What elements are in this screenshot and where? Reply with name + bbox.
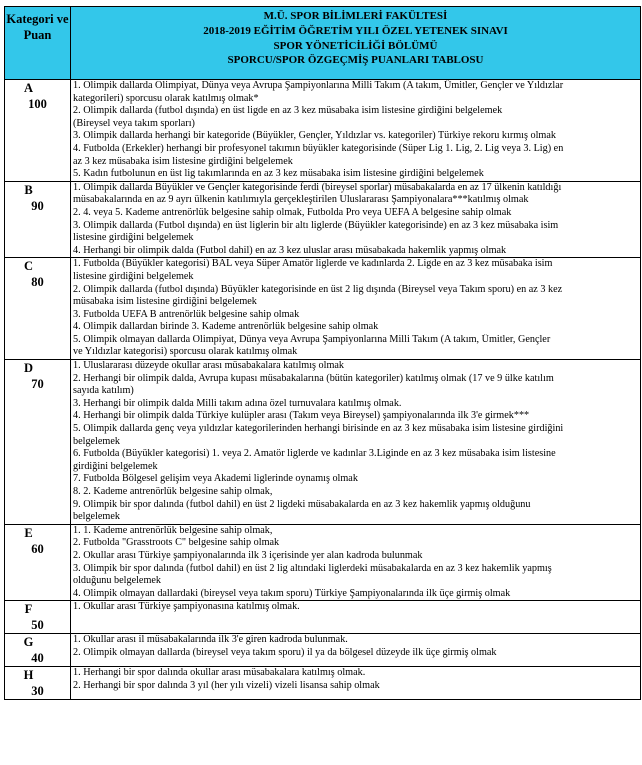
criteria-line: 2. 4. veya 5. Kademe antrenörlük belgesine sahip olmak, Futbolda Pro veya UEFA A belgesine sahip olmak xyxy=(73,206,512,218)
category-row-g xyxy=(5,634,641,667)
category-letter: H xyxy=(23,668,34,683)
criteria-list xyxy=(71,524,641,601)
criteria-line: 1. Okullar arası il müsabakalarında ilk 3'e giren kadroda bulunmak. xyxy=(73,634,348,646)
criteria-line: 8. 2. Kademe antrenörlük belgesine sahip olmak, xyxy=(73,486,273,497)
category-points: 30 xyxy=(31,684,44,699)
category-points: 50 xyxy=(31,618,44,633)
title-line: M.Ü. SPOR BİLİMLERİ FAKÜLTESİ xyxy=(263,10,448,22)
criteria-line: 4. Olimpik dallardan birinde 3. Kademe antrenörlük belgesine sahip olmak xyxy=(73,321,379,333)
criteria-line: 7. Futbolda Bölgesel gelişim veya Akademi liglerinde oynamış olmak xyxy=(73,473,358,485)
criteria-line: 5. Olimpik olmayan dallarda Olimpiyat, Dünya veya Avrupa Şampiyonlarına Milli Takım (A takım, Ümitler, Gençler xyxy=(73,333,551,345)
criteria-line: 1. Herhangi bir spor dalında okullar arası müsabakalara katılmış olmak. xyxy=(73,667,366,679)
criteria-line: 2. Olimpik olmayan dallarda (bireysel veya takım sporu) il ya da bölgesel düzeyde ilk üçe girmiş olmak xyxy=(73,646,497,658)
criteria-line: az 3 kez müsabaka isim listesine girdiğini belgelemek xyxy=(73,155,293,167)
category-letter: G xyxy=(23,635,34,650)
criteria-line: 6. Futbolda (Büyükler kategorisi) 1. veya 2. Amatör liglerde ve kadınlar 3.Liginde en az 3 kez müsabaka isim listesine xyxy=(73,448,556,460)
criteria-line: 2. Olimpik dallarda (futbol dışında) en üst ligde en az 3 kez müsabaka isim listesine girdiğini belgelemek xyxy=(73,105,503,117)
criteria-list xyxy=(71,80,641,182)
criteria-line: 1. Olimpik dallarda Büyükler ve Gençler kategorisinde ferdi (bireysel sporlar) müsabakalarda en az 17 ülkenin katıldığı xyxy=(73,181,562,193)
criteria-line: müsabakalarında en az 9 ayrı ülkenin katılımıyla gerçekleştirilen Uluslararası Şampiyonalara***katılmış olmak xyxy=(73,194,529,206)
category-points: 90 xyxy=(31,198,44,213)
criteria-line: 1. Futbolda (Büyükler kategorisi) BAL veya Süper Amatör liglerde ve kadınlarda 2. Ligde en az 3 kez müsabaka isim xyxy=(73,258,553,270)
category-row-e xyxy=(5,524,641,601)
category-cell xyxy=(5,667,71,700)
criteria-line: olduğunu belgelemek xyxy=(73,575,161,587)
criteria-line: 1. Okullar arası Türkiye şampiyonasına katılmış olmak. xyxy=(73,601,300,613)
title-line: SPORCU/SPOR ÖZGEÇMİŞ PUANLARI TABLOSU xyxy=(227,54,484,67)
category-points: 40 xyxy=(31,651,44,666)
criteria-line: listesine girdiğini belgelemek xyxy=(73,270,194,282)
category-row-c xyxy=(5,258,641,360)
criteria-line: 3. Herhangi bir olimpik dalda Milli takım adına özel turnuvalara katılmış olmak. xyxy=(73,397,402,409)
table-title xyxy=(71,7,641,80)
category-row-b xyxy=(5,181,641,258)
category-cell xyxy=(5,360,71,525)
criteria-line: 4. Olimpik olmayan dallardaki (bireysel veya takım sporu) Türkiye Şampiyonalarında ilk üçe girmiş olmak xyxy=(73,587,511,599)
category-cell xyxy=(5,80,71,182)
criteria-line: 1. Olimpik dallarda Olimpiyat, Dünya veya Avrupa Şampiyonlarına Milli Takım (A takım, Ümitler, Gençler ve Yıldızlar xyxy=(73,80,564,91)
criteria-line: girdiğini belgelemek xyxy=(73,460,158,472)
criteria-line: 4. Herhangi bir olimpik dalda (Futbol dahil) en az 3 kez uluslar arası müsabakada hakemlik yapmış olmak xyxy=(73,244,507,256)
criteria-line: 2. Herhangi bir spor dalında 3 yıl (her yılı vizeli) vizeli lisansa sahip olmak xyxy=(73,679,380,691)
criteria-line: 9. Olimpik bir spor dalında (futbol dahil) en üst 2 ligdeki müsabakalarda en az 3 kez hakemlik yapmış olduğunu xyxy=(73,498,531,510)
category-row-d xyxy=(5,360,641,525)
criteria-line: 2. Futbolda "Grasstroots C" belgesine sahip olmak xyxy=(73,537,280,549)
category-row-a xyxy=(5,80,641,182)
points-table xyxy=(4,6,641,700)
category-letter: B xyxy=(24,182,33,197)
title-line: SPOR YÖNETİCİLİĞİ BÖLÜMÜ xyxy=(273,39,438,52)
criteria-list xyxy=(71,667,641,700)
category-cell xyxy=(5,601,71,634)
criteria-line: 3. Olimpik dallarda herhangi bir kategoride (Büyükler, Gençler, Yıldızlar vs. kategoriler) Türkiye rekoru kırmış olmak xyxy=(73,130,556,142)
category-letter: D xyxy=(23,361,34,376)
header-row xyxy=(5,7,641,80)
criteria-line: 3. Futbolda UEFA B antrenörlük belgesine sahip olmak xyxy=(73,308,300,320)
criteria-list xyxy=(71,360,641,525)
criteria-line: 5. Kadın futbolunun en üst lig takımlarında en az 3 kez müsabaka isim listesine girdiğini belgelemek xyxy=(73,168,484,180)
criteria-line: 5. Olimpik dallarda genç veya yıldızlar kategorilerinden herhangi birisinde en az 3 kez müsabaka isim listesine girdiğini xyxy=(73,423,564,435)
category-cell xyxy=(5,524,71,601)
category-points: 100 xyxy=(28,97,47,111)
criteria-line: belgelemek xyxy=(73,511,120,523)
criteria-list xyxy=(71,634,641,667)
category-letter: C xyxy=(23,259,34,274)
criteria-line: 2. Okullar arası Türkiye şampiyonalarında ilk 3 içerisinde yer alan kadroda bulunmak xyxy=(73,549,423,561)
category-cell xyxy=(5,181,71,258)
criteria-line: sayıda katılım) xyxy=(73,385,134,397)
criteria-list xyxy=(71,258,641,360)
category-header: Kategori ve Puan xyxy=(5,7,71,80)
category-row-f xyxy=(5,601,641,634)
category-letter: F xyxy=(24,602,33,617)
category-letter: A xyxy=(23,81,34,95)
category-points: 60 xyxy=(31,541,44,556)
criteria-line: kategorileri) sporcusu olarak katılmış olmak* xyxy=(73,92,259,104)
category-cell xyxy=(5,634,71,667)
category-cell xyxy=(5,258,71,360)
criteria-line: 2. Herhangi bir olimpik dalda, Avrupa kupası müsabakalarına (bütün kategoriler) katılmış olmak (17 ve 9 ülke katılım xyxy=(73,372,554,384)
category-points: 80 xyxy=(31,275,44,290)
criteria-line: (Bireysel veya takım sporları) xyxy=(73,117,195,129)
criteria-line: ve Yıldızlar kategorisi) sporcusu olarak katılmış olmak xyxy=(73,346,298,358)
criteria-line: 3. Olimpik bir spor dalında (futbol dahil) en üst 2 lig altındaki liglerdeki müsabakalarda en az 3 kez hakemlik yapmış xyxy=(73,562,552,574)
criteria-line: 4. Futbolda (Erkekler) herhangi bir profesyonel takımın büyükler kategorisinde (Süper Lig 1. Lig, 2. Lig veya 3. Lig) en xyxy=(73,142,564,154)
criteria-line: müsabaka isim listesine girdiğini belgelemek xyxy=(73,296,257,308)
category-points: 70 xyxy=(31,377,44,392)
criteria-line: 2. Olimpik dallarda (futbol dışında) Büyükler kategorisinde en üst 2 lig dışında (Bireysel veya Takım sporu) en az 3 kez xyxy=(73,283,563,295)
criteria-line: 3. Olimpik dallarda (Futbol dışında) en üst liglerin bir altı liglerde (Büyükler kategorisinde) en az 3 kez müsabaka isim xyxy=(73,219,559,231)
criteria-line: 4. Herhangi bir olimpik dalda Türkiye kulüpler arası (Takım veya Bireysel) şampiyonalarında ilk 3'e girmek*** xyxy=(73,410,530,422)
category-row-h xyxy=(5,667,641,700)
criteria-list xyxy=(71,181,641,258)
criteria-line: listesine girdiğini belgelemek xyxy=(73,232,194,244)
category-letter: E xyxy=(24,525,33,540)
title-line: 2018-2019 EĞİTİM ÖĞRETİM YILI ÖZEL YETENEK SINAVI xyxy=(203,24,508,37)
criteria-list xyxy=(71,601,641,634)
criteria-line: 1. 1. Kademe antrenörlük belgesine sahip olmak, xyxy=(73,524,273,536)
criteria-line: 1. Uluslararası düzeyde okullar arası müsabakalara katılmış olmak xyxy=(73,360,345,372)
criteria-line: belgelemek xyxy=(73,435,120,447)
